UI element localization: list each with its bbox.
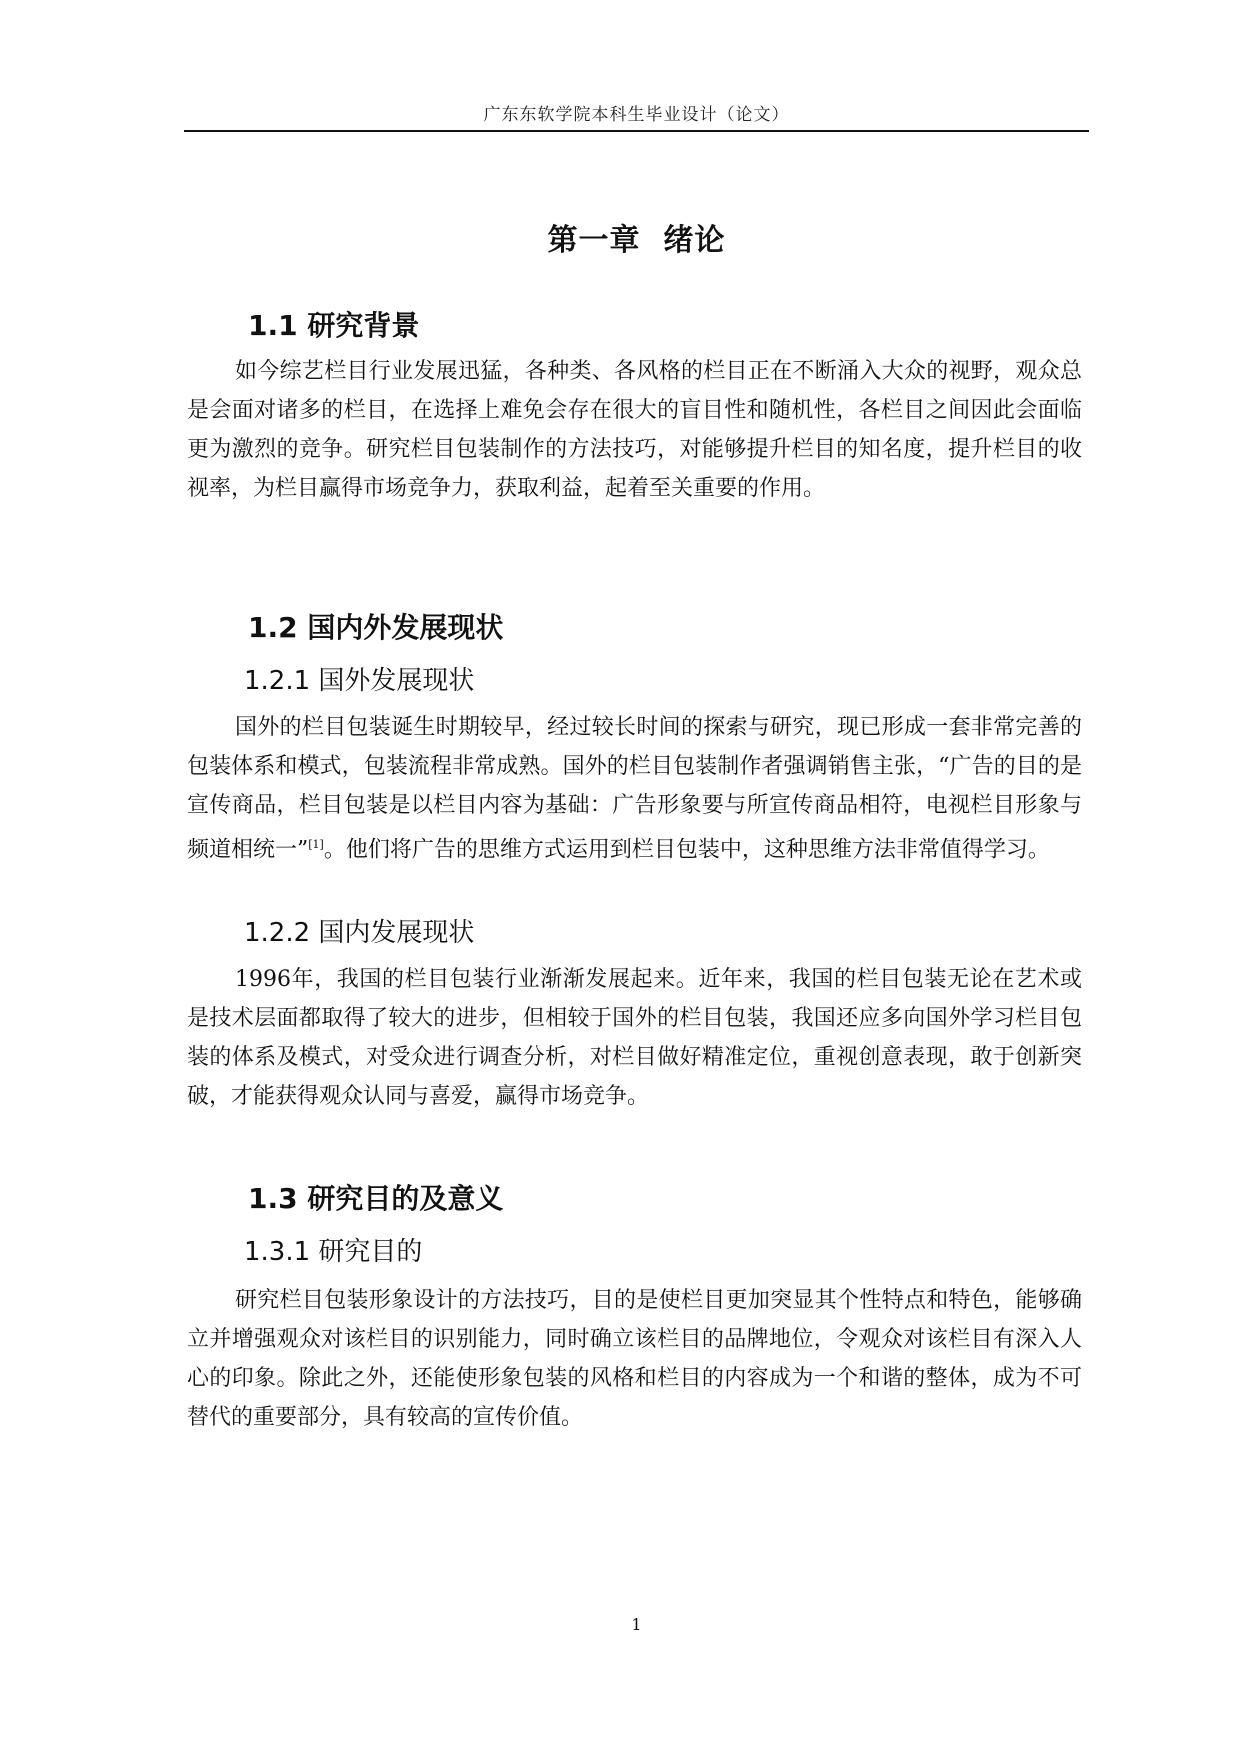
paragraph-1-2-2: 1996年，我国的栏目包装行业渐渐发展起来。近年来，我国的栏目包装无论在艺术或是技术层面都取得了较大的进步，但相较于国外的栏目包装，我国还应多向国外学习栏目包装的体系及模式，对受众进行调查分析，对栏目做好精准定位，重视创意表现，敢于创新突破，才能获得观众认同与喜爱，赢得市场竞争。 [187, 967, 1082, 1109]
section-heading-1-3: 1.3 研究目的及意义 [248, 1182, 504, 1215]
header-rule [184, 130, 1089, 132]
paragraph-1-2-1 [187, 708, 1082, 869]
paragraph-1-2-1-text-b: 。他们将广告的思维方式运用到栏目包装中，这种思维方法非常值得学习。 [323, 837, 1050, 863]
section-heading-1-2: 1.2 国内外发展现状 [248, 611, 504, 644]
subsection-heading-1-2-2: 1.2.2 国内发展现状 [244, 918, 475, 948]
page-number: 1 [631, 1615, 642, 1634]
section-heading-1-1: 1.1 研究背景 [248, 309, 420, 342]
paragraph-1-1: 如今综艺栏目行业发展迅猛，各种类、各风格的栏目正在不断涌入大众的视野，观众总是会面对诸多的栏目，在选择上难免会存在很大的盲目性和随机性，各栏目之间因此会面临更为激烈的竞争。研究栏目包装制作的方法技巧，对能够提升栏目的知名度，提升栏目的收视率，为栏目赢得市场竞争力，获取利益，起着至关重要的作用。 [187, 359, 1082, 501]
running-header: 广东东软学院本科生毕业设计（论文） [483, 105, 790, 125]
subsection-heading-1-3-1: 1.3.1 研究目的 [244, 1237, 423, 1267]
subsection-heading-1-2-1: 1.2.1 国外发展现状 [244, 666, 475, 696]
paragraph-1-3-1: 研究栏目包装形象设计的方法技巧，目的是使栏目更加突显其个性特点和特色，能够确立并增强观众对该栏目的识别能力，同时确立该栏目的品牌地位，令观众对该栏目有深入人心的印象。除此之外，还能使形象包装的风格和栏目的内容成为一个和谐的整体，成为不可替代的重要部分，具有较高的宣传价值。 [187, 1288, 1082, 1430]
chapter-title: 第一章 绪论 [547, 223, 726, 258]
citation-ref: [1] [308, 838, 324, 851]
paragraph-1-2-1-text-a: 国外的栏目包装诞生时期较早，经过较长时间的探索与研究，现已形成一套非常完善的包装体系和模式，包装流程非常成熟。国外的栏目包装制作者强调销售主张，“广告的目的是宣传商品，栏目包装是以栏目内容为基础：广告形象要与所宣传商品相符，电视栏目形象与频道相统一” [187, 715, 1082, 863]
